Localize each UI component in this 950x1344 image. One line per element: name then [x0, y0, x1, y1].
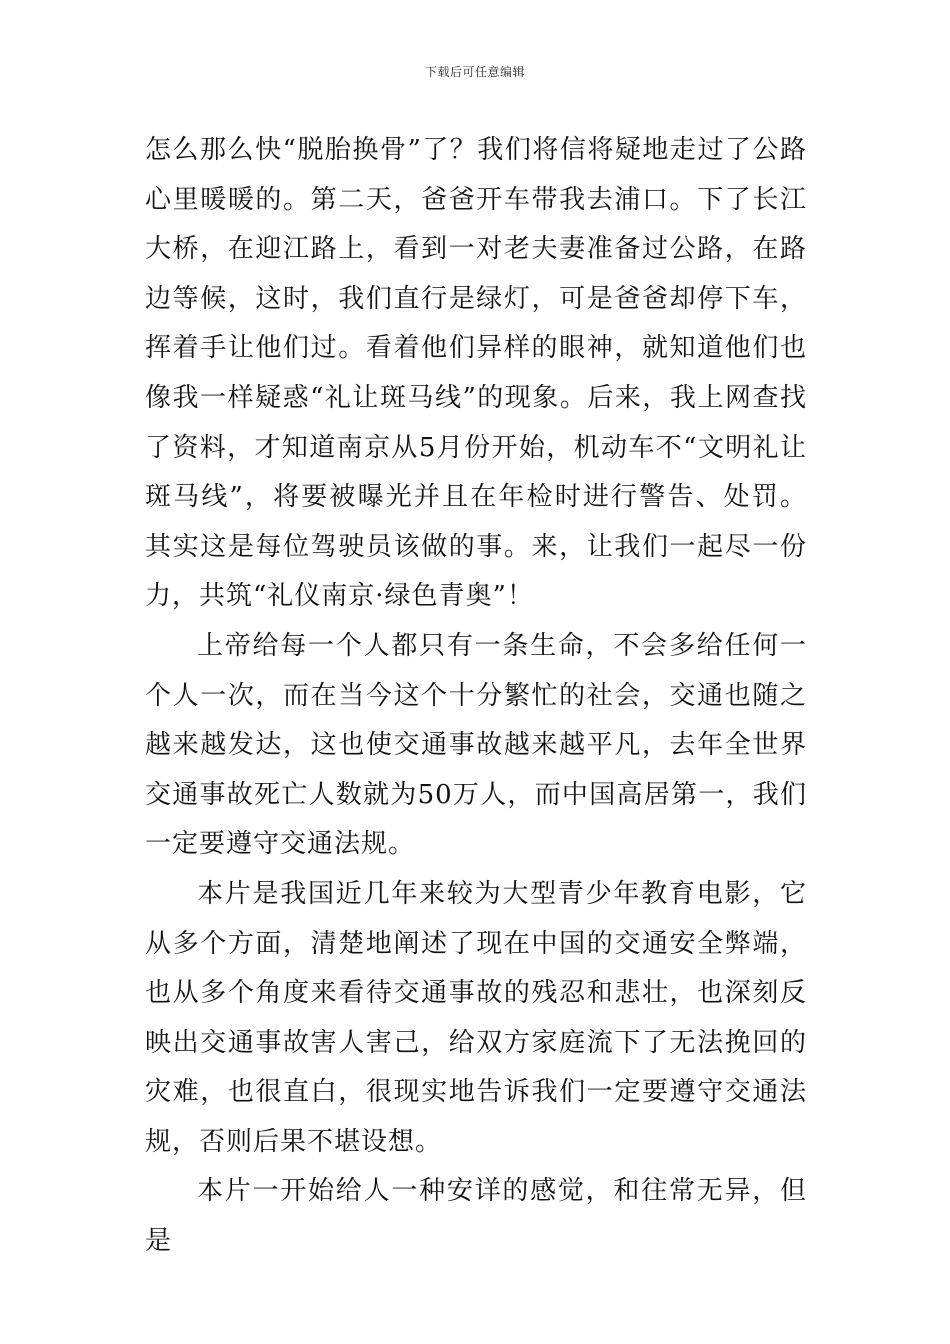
paragraph-3: 本片是我国近几年来较为大型青少年教育电影，它从多个方面，清楚地阐述了现在中国的交通安全弊端，也从多个角度来看待交通事故的残忍和悲壮，也深刻反映出交通事故害人害己，给双方家庭流下了无法挽回的灾难，也很直白，很现实地告诉我们一定要遵守交通法规，否则后果不堪设想。	[145, 878, 807, 1157]
body-text	[145, 126, 807, 1267]
page-header: 下载后可任意编辑	[424, 65, 525, 79]
paragraph-4: 本片一开始给人一种安详的感觉，和往常无异，但是	[145, 1176, 807, 1257]
paragraph-2: 上帝给每一个人都只有一条生命，不会多给任何一个人一次，而在当今这个十分繁忙的社会，交通也随之越来越发达，这也使交通事故越来越平凡，去年全世界交通事故死亡人数就为50万人，而中国高居第一，我们一定要遵守交通法规。	[145, 630, 807, 860]
paragraph-1: 怎么那么快“脱胎换骨”了？我们将信将疑地走过了公路心里暖暖的。第二天，爸爸开车带我去浦口。下了长江大桥，在迎江路上，看到一对老夫妻准备过公路，在路边等候，这时，我们直行是绿灯，可是爸爸却停下车，挥着手让他们过。看着他们异样的眼神，就知道他们也像我一样疑惑“礼让斑马线”的现象。后来，我上网查找了资料，才知道南京从5月份开始，机动车不“文明礼让斑马线”，将要被曝光并且在年检时进行警告、处罚。其实这是每位驾驶员该做的事。来，让我们一起尽一份力，共筑“礼仪南京·绿色青奥”！	[145, 135, 807, 612]
